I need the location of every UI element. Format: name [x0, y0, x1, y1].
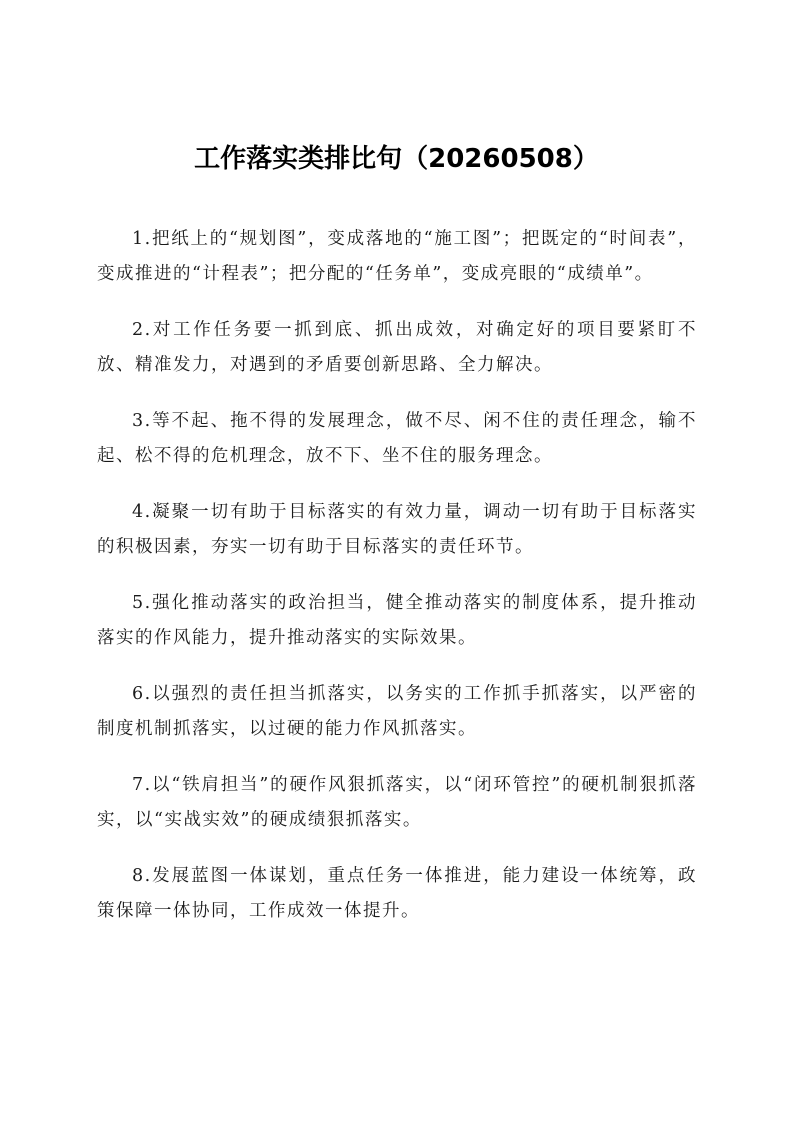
- paragraph-6: 6.以强烈的责任担当抓落实，以务实的工作抓手抓落实，以严密的制度机制抓落实，以过硬的能力作风抓落实。: [97, 684, 697, 739]
- document-title: 工作落实类排比句（20260508）: [194, 144, 599, 174]
- paragraph-3: 3.等不起、拖不得的发展理念，做不尽、闲不住的责任理念，输不起、松不得的危机理念，放不下、坐不住的服务理念。: [97, 411, 697, 466]
- paragraph-1: 1.把纸上的“规划图”，变成落地的“施工图”；把既定的“时间表”，变成推进的“计程表”；把分配的“任务单”，变成亮眼的“成绩单”。: [97, 229, 697, 284]
- document-body: [97, 222, 697, 950]
- paragraph-5: 5.强化推动落实的政治担当，健全推动落实的制度体系，提升推动落实的作风能力，提升推动落实的实际效果。: [97, 593, 697, 648]
- paragraph-7: 7.以“铁肩担当”的硬作风狠抓落实，以“闭环管控”的硬机制狠抓落实，以“实战实效”的硬成绩狠抓落实。: [97, 775, 697, 830]
- paragraph-4: 4.凝聚一切有助于目标落实的有效力量，调动一切有助于目标落实的积极因素，夯实一切有助于目标落实的责任环节。: [97, 502, 697, 557]
- paragraph-8: 8.发展蓝图一体谋划，重点任务一体推进，能力建设一体统筹，政策保障一体协同，工作成效一体提升。: [97, 866, 697, 921]
- paragraph-2: 2.对工作任务要一抓到底、抓出成效，对确定好的项目要紧盯不放、精准发力，对遇到的矛盾要创新思路、全力解决。: [97, 320, 697, 375]
